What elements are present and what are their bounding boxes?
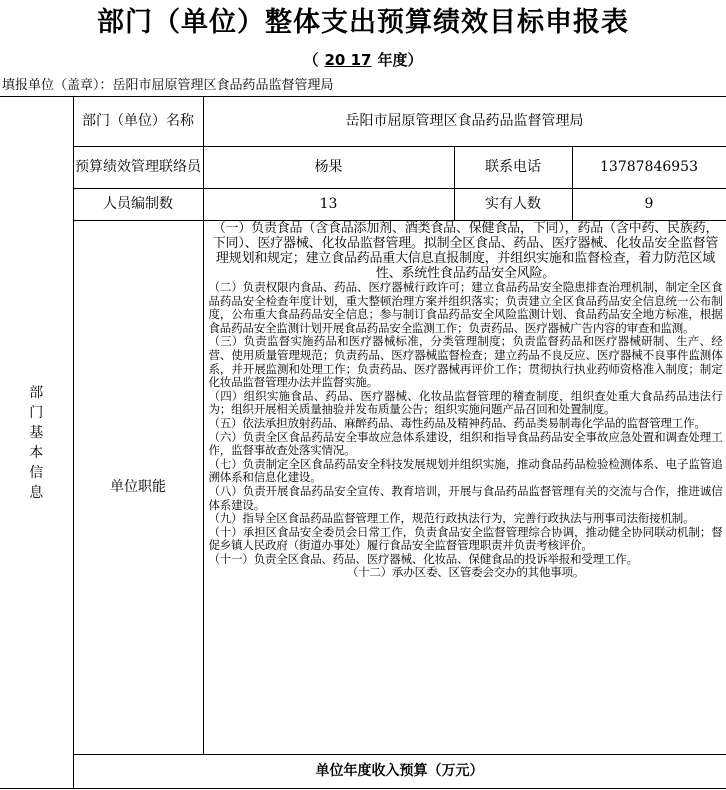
income-budget-header: 单位年度收入预算（万元） (73, 755, 726, 789)
year-line (0, 49, 726, 71)
budget-form-table (0, 96, 726, 789)
filing-unit: 填报单位（盖章）：岳阳市屈原管理区食品药品监督管理局 (2, 78, 334, 93)
duty-item: （十二）承办区委、区管委会交办的其他事项。 (346, 565, 585, 580)
year-open-paren: （ (303, 51, 319, 69)
staff-actual-label: 实有人数 (454, 189, 572, 221)
staff-actual-value: 9 (572, 189, 726, 221)
section-label-cell (0, 97, 73, 789)
unit-name-value: 岳阳市屈原管理区食品药品监督管理局 (203, 97, 726, 147)
duty-item: （二）负责权限内食品、药品、医疗器械行政许可；建立食品药品安全隐患排查治理机制，制定全区食品药品安全检查年度计划，重大整顿治理方案并组织落实；负责建立全区食品药品安全信息统一公布制度，公布重大食品药品安全信息；参与制订食品药品安全风险监测计划、食品药品安全地方标准，根据食品药品安全监测计划开展食品药品安全监测工作；负责药品、医疗器械广告内容的审查和监测。 (208, 280, 723, 335)
phone-value: 13787846953 (572, 147, 726, 189)
year-value: 20 17 (324, 51, 372, 69)
contact-value: 杨果 (203, 147, 454, 189)
duty-item: （十）承担区食品安全委员会日常工作，负责食品安全监督管理综合协调，推动健全协同联动机制；督促乡镇人民政府（街道办事处）履行食品安全监督管理职责并负责考核评价。 (208, 524, 723, 553)
duty-item: （八）负责开展食品药品安全宣传、教育培训，开展与食品药品监督管理有关的交流与合作，推进诚信体系建设。 (208, 483, 723, 512)
duties-label: 单位职能 (73, 221, 203, 755)
duty-item: （五）依法承担放射药品、麻醉药品、毒性药品及精神药品、药品类易制毒化学品的监督管理工作。 (208, 415, 706, 430)
duty-item: （三）负责监督实施药品和医疗器械标准，分类管理制度；负责监督药品和医疗器械研制、生产、经营、使用质量管理规范；负责药品、医疗器械监督检查；建立药品不良反应、医疗器械不良事件监测体系，并开展监测和处理工作；负责药品、医疗器械再评价工作；贯彻执行执业药师资格准入制度；制定化妆品监督管理办法并监督实施。 (208, 334, 723, 390)
duty-item: （一）负责食品（含食品添加剂、酒类食品、保健食品，下同），药品（含中药、民族药，下同）、医疗器械、化妆品监督管理。拟制全区食品、药品、医疗器械、化妆品安全监督管理规划和规定；建立食品药品重大信息直报制度，并组织实施和监督检查，着力防范区域性、系统性食品药品安全风险。 (212, 221, 719, 281)
year-close-paren: ） (407, 51, 423, 69)
duty-item: （七）负责制定全区食品药品安全科技发展规划并组织实施，推动食品药品检验检测体系、电子监管追溯体系和信息化建设。 (208, 456, 723, 485)
section-label: 部门基本信息 (29, 384, 44, 501)
phone-label: 联系电话 (454, 147, 572, 189)
unit-name-label: 部门（单位）名称 (73, 97, 203, 147)
duty-item: （四）组织实施食品、药品、医疗器械、化妆品监督管理的稽查制度，组织查处重大食品药品违法行为；组织开展相关质量抽验并发布质量公告；组织实施问题产品召回和处置制度。 (208, 388, 723, 417)
duty-item: （六）负责全区食品药品安全事故应急体系建设，组织和指导食品药品安全事故应急处置和调查处理工作，监督事故查处落实情况。 (208, 429, 723, 458)
page-title: 部门（单位）整体支出预算绩效目标申报表 (97, 7, 629, 38)
duty-item: （九）指导全区食品药品监督管理工作，规范行政执法行为，完善行政执法与刑事司法衔接机制。 (208, 511, 695, 526)
staff-quota-label: 人员编制数 (73, 189, 203, 221)
staff-quota-value: 13 (203, 189, 454, 221)
duties-content (203, 221, 726, 755)
duty-item: （十一）负责全区食品、药品、医疗器械、化妆品、保健食品的投诉举报和受理工作。 (208, 551, 638, 566)
contact-label: 预算绩效管理联络员 (73, 147, 203, 189)
year-suffix: 年度 (377, 51, 408, 69)
